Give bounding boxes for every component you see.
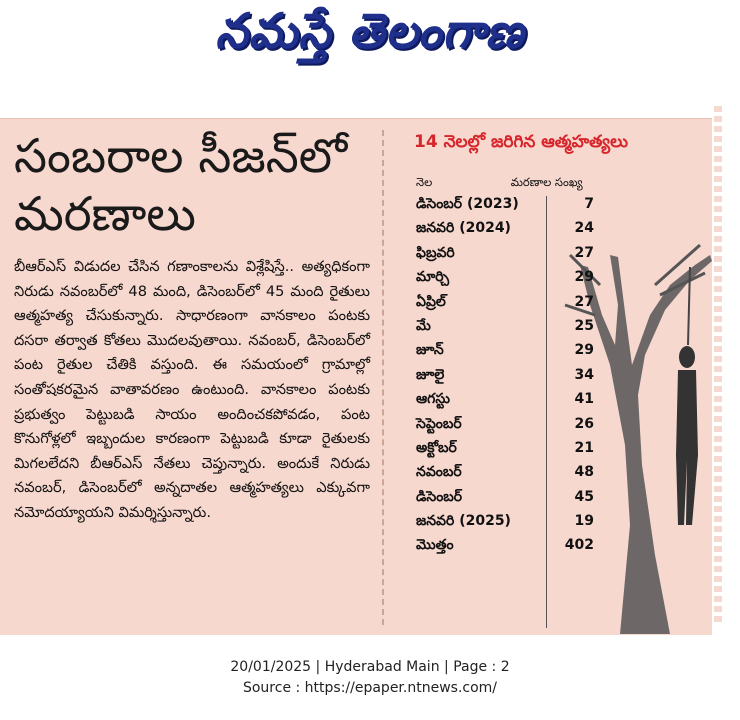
row-month: ఏప్రిల్: [416, 293, 446, 310]
row-month: జూన్: [416, 342, 444, 359]
footer: [0, 657, 740, 699]
table-row: [416, 485, 596, 509]
table-row: [416, 412, 596, 436]
footer-dateline: 20/01/2025 | Hyderabad Main | Page : 2: [230, 659, 510, 675]
table-row: [416, 363, 596, 387]
row-count: 7: [584, 196, 594, 212]
table-row: [416, 216, 596, 240]
row-month: డిసెంబర్ (2023): [416, 196, 519, 212]
row-month: జనవరి (2024): [416, 220, 511, 237]
row-count: 402: [564, 537, 594, 554]
table-row: [416, 192, 596, 216]
row-count: 29: [574, 269, 594, 286]
row-month: ఫిబ్రవరి: [416, 244, 455, 261]
row-count: 25: [574, 317, 594, 334]
row-count: 27: [574, 293, 594, 310]
table-total-row: [416, 533, 596, 557]
row-count: 29: [574, 342, 594, 359]
table-header: [416, 172, 596, 192]
row-month: మార్చి: [416, 269, 450, 286]
row-count: 34: [574, 366, 594, 383]
row-month: జూలై: [416, 366, 445, 383]
table-row: [416, 290, 596, 314]
adjacent-page-edge: [712, 106, 740, 636]
table-title: 14 నెలల్లో జరిగిన ఆత్మహత్యలు: [414, 132, 629, 152]
newspaper-logo: నమస్తే తెలంగాణ: [215, 2, 525, 60]
row-count: 26: [574, 415, 594, 432]
row-count: 24: [574, 220, 594, 237]
article-text: బీఆర్‌ఎస్ విడుదల చేసిన గణాంకాలను విశ్లేషిస్తే.. అత్యధికంగా నిరుడు నవంబర్‌లో 48 మంది, డిసెంబర్‌లో 45 మంది రైతులు ఆత్మహత్య చేసుకున్నారు. సాధారణంగా వానకాలం పంటకు దసరా తర్వాత కోతలు మొదలవుతాయి. నవంబర్, డిసెంబర్‌లో పంట రైతుల చేతికి వస్తుంది. ఈ సమయంలో గ్రామాల్లో సంతోషకరమైన వాతావరణం ఉంటుంది. వానకాలం పంటకు ప్రభుత్వం పెట్టుబడి సాయం అందించకపోవడం, పంట కొనుగోళ్లలో ఇబ్బందుల కారణంగా పెట్టుబడి కూడా రైతులకు మిగలలేదని బీఆర్‌ఎస్ నేతలు చెప్తున్నారు. అందుకే నిరుడు నవంబర్, డిసెంబర్‌లో అన్నదాతల ఆత్మహత్యలు ఎక్కువగా నమోదయ్యాయని విమర్శిస్తున్నారు.: [14, 258, 370, 521]
headline-line-2: మరణాలు: [14, 187, 196, 242]
row-month: అక్టోబర్: [416, 439, 457, 456]
table-row: [416, 387, 596, 411]
row-month: జనవరి (2025): [416, 513, 511, 530]
row-count: 45: [574, 488, 594, 505]
headline: [14, 128, 374, 244]
table-row: [416, 436, 596, 460]
row-count: 27: [574, 244, 594, 261]
row-month: ఆగస్టు: [416, 391, 451, 408]
row-count: 21: [574, 439, 594, 456]
table-row: [416, 265, 596, 289]
column-header-count: మరణాల సంఖ్య: [510, 175, 583, 189]
table-row: [416, 460, 596, 484]
row-count: 41: [574, 391, 594, 408]
headline-line-1: సంబరాల సీజన్‌లో: [14, 129, 348, 184]
row-month: మే: [416, 317, 431, 334]
table-row: [416, 509, 596, 533]
row-month: నవంబర్: [416, 464, 462, 481]
footer-source: Source : https://epaper.ntnews.com/: [242, 680, 498, 696]
row-count: 48: [574, 464, 594, 481]
table-row: [416, 241, 596, 265]
table-row: [416, 314, 596, 338]
row-count: 19: [574, 513, 594, 530]
row-month: సెప్టెంబర్: [416, 415, 462, 432]
row-month: మొత్తం: [416, 537, 454, 554]
column-header-month: నెల: [416, 175, 433, 189]
row-month: డిసెంబర్: [416, 488, 463, 505]
suicides-table: [416, 172, 596, 558]
article-body: [14, 255, 370, 526]
masthead: [0, 0, 740, 92]
table-row: [416, 338, 596, 362]
column-divider: [382, 130, 384, 625]
